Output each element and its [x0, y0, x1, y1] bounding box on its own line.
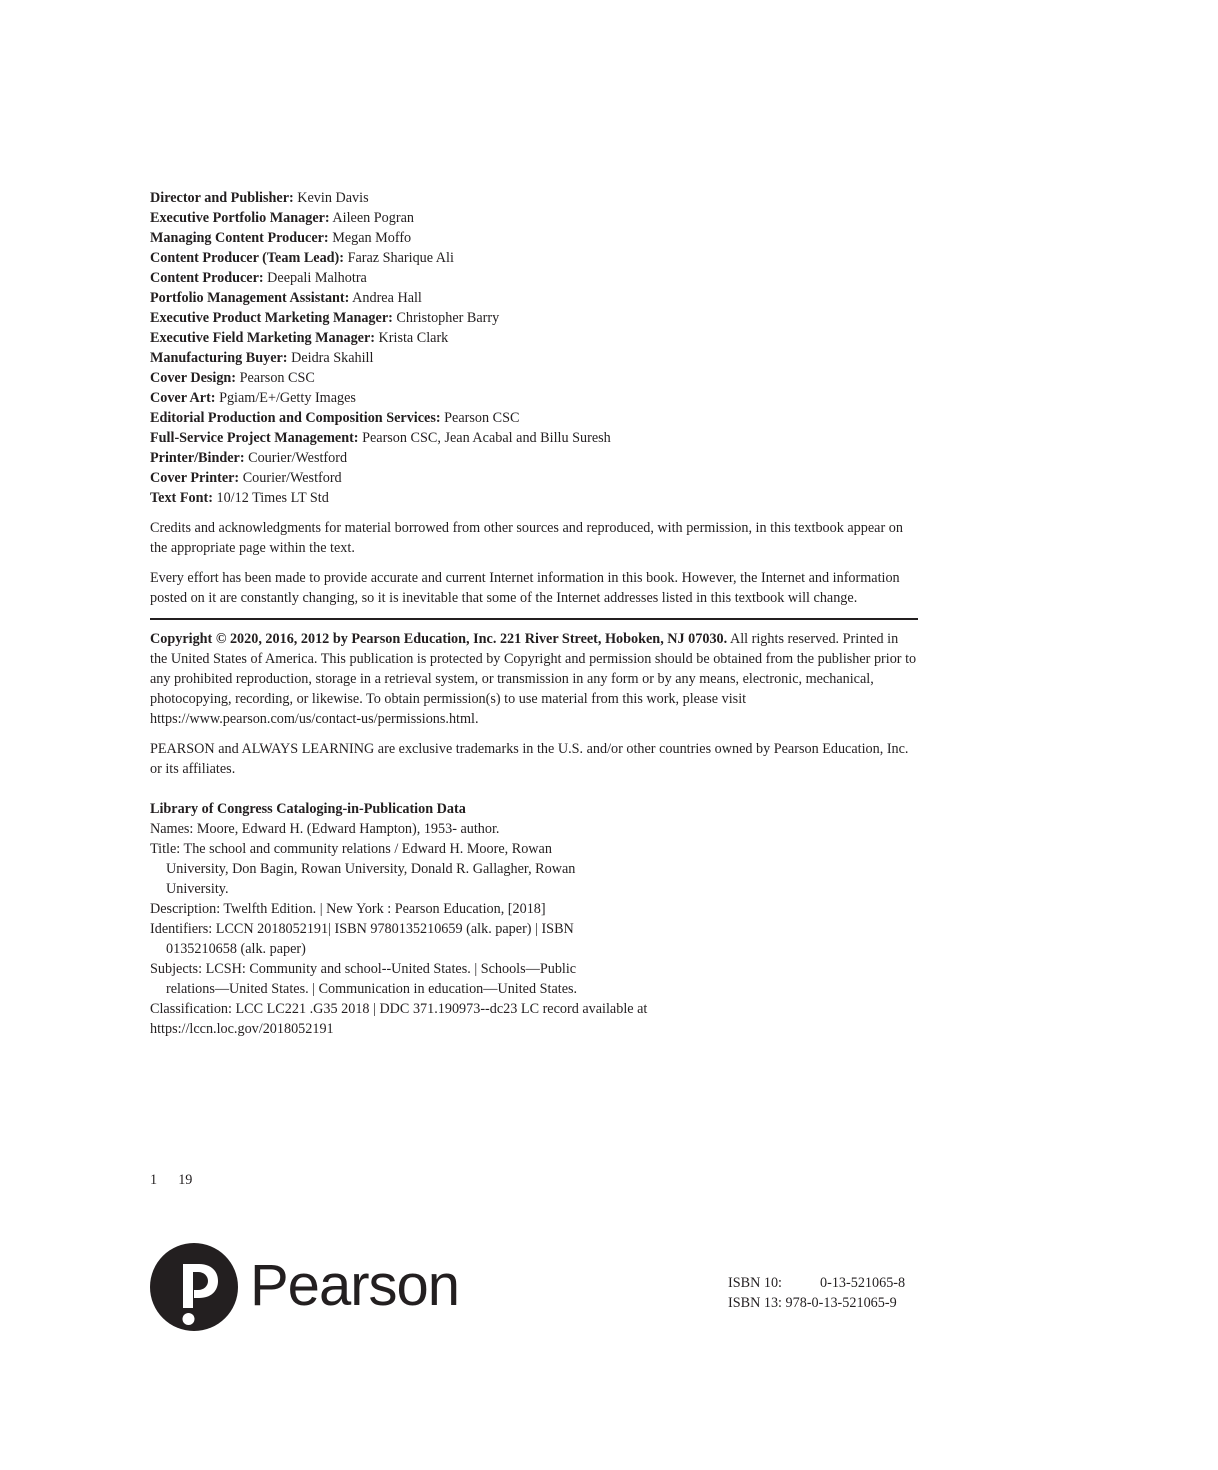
credit-name: Aileen Pogran: [329, 210, 414, 226]
credit-role: Cover Design:: [150, 370, 237, 386]
credit-line: [150, 368, 918, 388]
cip-identifiers: Identifiers: LCCN 2018052191| ISBN 9780135210659 (alk. paper) | ISBN: [150, 921, 574, 937]
credit-line: [150, 348, 918, 368]
isbn13-value: 978-0-13-521065-9: [785, 1295, 897, 1311]
credit-name: 10/12 Times LT Std: [212, 490, 329, 506]
isbn10-value: 0-13-521065-8: [820, 1275, 906, 1291]
credit-role: Executive Field Marketing Manager:: [150, 330, 375, 346]
credit-name: Megan Moffo: [328, 230, 412, 246]
credit-name: Faraz Sharique Ali: [344, 250, 454, 266]
credit-role: Cover Printer:: [150, 470, 240, 486]
copyright-notice: [150, 629, 918, 729]
section-divider: [150, 618, 918, 620]
credit-role: Content Producer:: [150, 270, 264, 286]
credit-name: Deidra Skahill: [287, 350, 374, 366]
credit-line: [150, 488, 918, 508]
credit-line: [150, 388, 918, 408]
credit-name: Kevin Davis: [293, 190, 369, 206]
credit-role: Cover Art:: [150, 390, 216, 406]
credit-line: [150, 328, 918, 348]
credit-role: Full-Service Project Management:: [150, 430, 359, 446]
credit-name: Deepali Malhotra: [263, 270, 367, 286]
isbn10-line: [728, 1273, 905, 1293]
cip-names: Names: Moore, Edward H. (Edward Hampton), 1953- author.: [150, 821, 500, 837]
credit-line: [150, 248, 918, 268]
cip-heading: Library of Congress Cataloging-in-Publication Data: [150, 801, 466, 817]
credit-name: Krista Clark: [374, 330, 449, 346]
cip-record-url: https://lccn.loc.gov/2018052191: [150, 1021, 334, 1037]
credit-name: Christopher Barry: [392, 310, 500, 326]
cip-classification: Classification: LCC LC221 .G35 2018 | DDC 371.190973--dc23 LC record available at: [150, 1001, 648, 1017]
credit-role: Text Font:: [150, 490, 213, 506]
print-line-first: 1: [150, 1172, 158, 1188]
pearson-logo: [150, 1240, 470, 1335]
credit-role: Managing Content Producer:: [150, 230, 329, 246]
copyright-terms: All rights reserved. Printed in the United States of America. This publication is protected by Copyright and permission should be obtained from the publisher prior to any prohibited reproduction, storage in a retrieval system, or transmission in any form or by any means, electronic, mechanical, photocopying, recording, or likewise. To obtain permission(s) to use material from this work, please visit https://www.pearson.com/us/contact-us/permissions.html.: [150, 631, 917, 727]
credit-role: Manufacturing Buyer:: [150, 350, 288, 366]
credits-list: [150, 188, 918, 508]
internet-note: Every effort has been made to provide accurate and current Internet information in this book. However, the Internet and information posted on it are constantly changing, so it is inevitable that some of the Internet addresses listed in this textbook will change.: [150, 570, 900, 606]
credit-name: Pgiam/E+/Getty Images: [215, 390, 356, 406]
credit-name: Courier/Westford: [239, 470, 342, 486]
isbn-block: [728, 1273, 905, 1313]
credit-line: [150, 448, 918, 468]
cip-subjects-continued: relations—United States. | Communication in education—United States.: [166, 981, 578, 997]
credit-line: [150, 188, 918, 208]
cip-description: Description: Twelfth Edition. | New York : Pearson Education, [2018]: [150, 901, 546, 917]
credit-line: [150, 208, 918, 228]
credit-name: Andrea Hall: [349, 290, 422, 306]
credit-role: Director and Publisher:: [150, 190, 294, 206]
cip-title-continued: University, Don Bagin, Rowan University, Donald R. Gallagher, Rowan: [166, 861, 576, 877]
trademark-note: PEARSON and ALWAYS LEARNING are exclusive trademarks in the U.S. and/or other countries owned by Pearson Education, Inc. or its affiliates.: [150, 741, 909, 777]
acknowledgments-note: Credits and acknowledgments for material borrowed from other sources and reproduced, with permission, in this textbook appear on the appropriate page within the text.: [150, 520, 903, 556]
cip-block: [150, 799, 918, 1039]
credit-line: [150, 468, 918, 488]
cip-subjects: Subjects: LCSH: Community and school--United States. | Schools—Public: [150, 961, 577, 977]
pearson-wordmark: Pearson: [250, 1253, 460, 1318]
isbn13-label: ISBN 13:: [728, 1295, 782, 1311]
credit-role: Executive Portfolio Manager:: [150, 210, 330, 226]
cip-title-continued: University.: [166, 881, 229, 897]
copyright-page-body: [150, 188, 918, 1039]
credit-line: [150, 228, 918, 248]
credit-line: [150, 428, 918, 448]
credit-line: [150, 408, 918, 428]
isbn10-label: ISBN 10:: [728, 1275, 782, 1291]
print-line-last: 19: [178, 1172, 193, 1188]
credit-name: Pearson CSC, Jean Acabal and Billu Suresh: [358, 430, 611, 446]
credit-name: Courier/Westford: [244, 450, 348, 466]
credit-line: [150, 268, 918, 288]
credit-line: [150, 308, 918, 328]
print-line: [150, 1172, 192, 1189]
credit-role: Portfolio Management Assistant:: [150, 290, 350, 306]
credit-role: Content Producer (Team Lead):: [150, 250, 345, 266]
cip-title: Title: The school and community relations / Edward H. Moore, Rowan: [150, 841, 552, 857]
credit-role: Executive Product Marketing Manager:: [150, 310, 393, 326]
credit-role: Printer/Binder:: [150, 450, 245, 466]
pearson-p-logo-icon: [150, 1240, 240, 1335]
copyright-holder: Copyright © 2020, 2016, 2012 by Pearson Education, Inc. 221 River Street, Hoboken, NJ 07030.: [150, 631, 728, 647]
cip-identifiers-continued: 0135210658 (alk. paper): [166, 941, 306, 957]
credit-role: Editorial Production and Composition Services:: [150, 410, 441, 426]
isbn13-line: [728, 1293, 905, 1313]
credit-name: Pearson CSC: [440, 410, 520, 426]
credit-line: [150, 288, 918, 308]
credit-name: Pearson CSC: [236, 370, 315, 386]
